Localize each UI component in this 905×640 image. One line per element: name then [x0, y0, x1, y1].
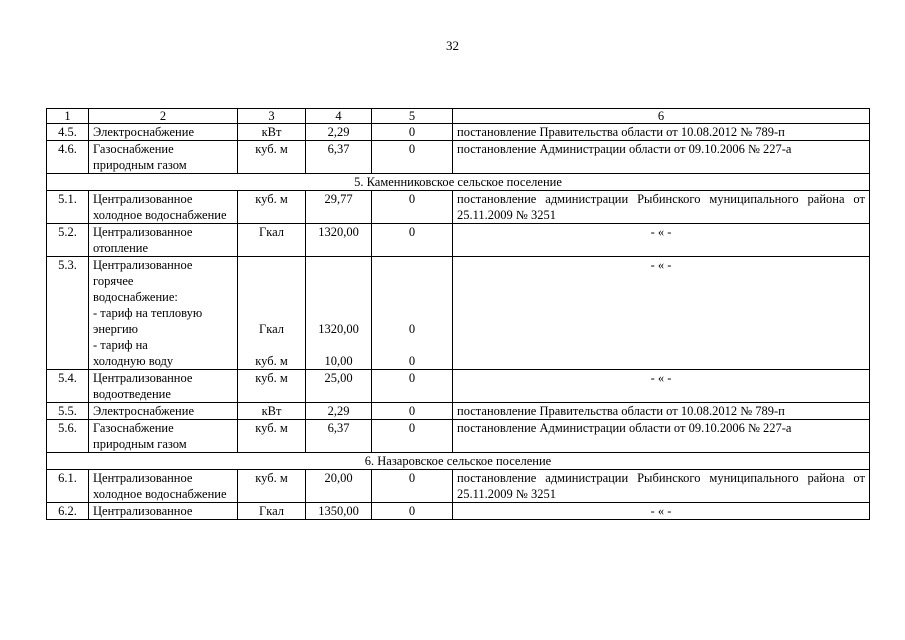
table-row: [47, 403, 870, 420]
table-row: [47, 420, 870, 453]
document-reference: - « -: [453, 503, 870, 520]
unit-cell: куб. м: [238, 141, 306, 174]
document-reference: постановление администрации Рыбинского муниципального района от 25.11.2009 № 3251: [453, 470, 870, 503]
service-name: Электроснабжение: [89, 403, 238, 420]
page-number: 32: [446, 38, 459, 53]
tariff-value: 29,77: [306, 191, 372, 224]
increase-value: 0: [372, 470, 453, 503]
increase-value: 0 0: [372, 257, 453, 370]
increase-value: 0: [372, 503, 453, 520]
service-name: Централизованное водоотведение: [89, 370, 238, 403]
row-number: 6.2.: [47, 503, 89, 520]
section-row: [47, 453, 870, 470]
document-reference: - « -: [453, 370, 870, 403]
row-number: 6.1.: [47, 470, 89, 503]
header-cell: 5: [372, 109, 453, 124]
document-reference: - « -: [453, 224, 870, 257]
header-cell: 1: [47, 109, 89, 124]
unit-cell: куб. м: [238, 370, 306, 403]
row-number: 4.6.: [47, 141, 89, 174]
tariff-value: 1320,00: [306, 224, 372, 257]
table-row: [47, 191, 870, 224]
header-row: [47, 109, 870, 124]
unit-cell: Гкал куб. м: [238, 257, 306, 370]
increase-value: 0: [372, 191, 453, 224]
tariff-value: 6,37: [306, 141, 372, 174]
table-row: [47, 470, 870, 503]
table-row: [47, 224, 870, 257]
tariff-value: 1320,00 10,00: [306, 257, 372, 370]
table-row: [47, 503, 870, 520]
increase-value: 0: [372, 124, 453, 141]
unit-cell: кВт: [238, 403, 306, 420]
table-row: [47, 370, 870, 403]
document-reference: постановление Администрации области от 09.10.2006 № 227-а: [453, 141, 870, 174]
section-title: 5. Каменниковское сельское поселение: [47, 174, 870, 191]
header-cell: 3: [238, 109, 306, 124]
row-number: 5.1.: [47, 191, 89, 224]
service-name: Централизованное холодное водоснабжение: [89, 470, 238, 503]
section-title: 6. Назаровское сельское поселение: [47, 453, 870, 470]
table-row: [47, 257, 870, 370]
service-name: Электроснабжение: [89, 124, 238, 141]
table-row: [47, 141, 870, 174]
service-name: Централизованное: [89, 503, 238, 520]
service-name: Централизованное холодное водоснабжение: [89, 191, 238, 224]
document-reference: - « -: [453, 257, 870, 370]
header-cell: 6: [453, 109, 870, 124]
row-number: 5.6.: [47, 420, 89, 453]
increase-value: 0: [372, 141, 453, 174]
unit-cell: куб. м: [238, 420, 306, 453]
row-number: 5.2.: [47, 224, 89, 257]
unit-cell: Гкал: [238, 503, 306, 520]
unit-cell: куб. м: [238, 470, 306, 503]
row-number: 5.4.: [47, 370, 89, 403]
table-row: [47, 124, 870, 141]
row-number: 5.5.: [47, 403, 89, 420]
increase-value: 0: [372, 224, 453, 257]
unit-cell: кВт: [238, 124, 306, 141]
tariff-value: 20,00: [306, 470, 372, 503]
unit-cell: куб. м: [238, 191, 306, 224]
tariff-value: 25,00: [306, 370, 372, 403]
tariff-value: 2,29: [306, 124, 372, 141]
increase-value: 0: [372, 420, 453, 453]
increase-value: 0: [372, 403, 453, 420]
service-name: Централизованное горячее водоснабжение: - тариф на тепловую энергию - тариф на холодную воду: [89, 257, 238, 370]
document-reference: постановление администрации Рыбинского муниципального района от 25.11.2009 № 3251: [453, 191, 870, 224]
header-cell: 4: [306, 109, 372, 124]
section-row: [47, 174, 870, 191]
header-cell: 2: [89, 109, 238, 124]
service-name: Газоснабжение природным газом: [89, 420, 238, 453]
document-reference: постановление Правительства области от 10.08.2012 № 789-п: [453, 403, 870, 420]
row-number: 5.3.: [47, 257, 89, 370]
document-reference: постановление Администрации области от 09.10.2006 № 227-а: [453, 420, 870, 453]
tariff-table: [46, 108, 870, 520]
unit-cell: Гкал: [238, 224, 306, 257]
service-name: Газоснабжение природным газом: [89, 141, 238, 174]
row-number: 4.5.: [47, 124, 89, 141]
service-name: Централизованное отопление: [89, 224, 238, 257]
tariff-value: 6,37: [306, 420, 372, 453]
tariff-value: 2,29: [306, 403, 372, 420]
tariff-value: 1350,00: [306, 503, 372, 520]
document-reference: постановление Правительства области от 10.08.2012 № 789-п: [453, 124, 870, 141]
increase-value: 0: [372, 370, 453, 403]
